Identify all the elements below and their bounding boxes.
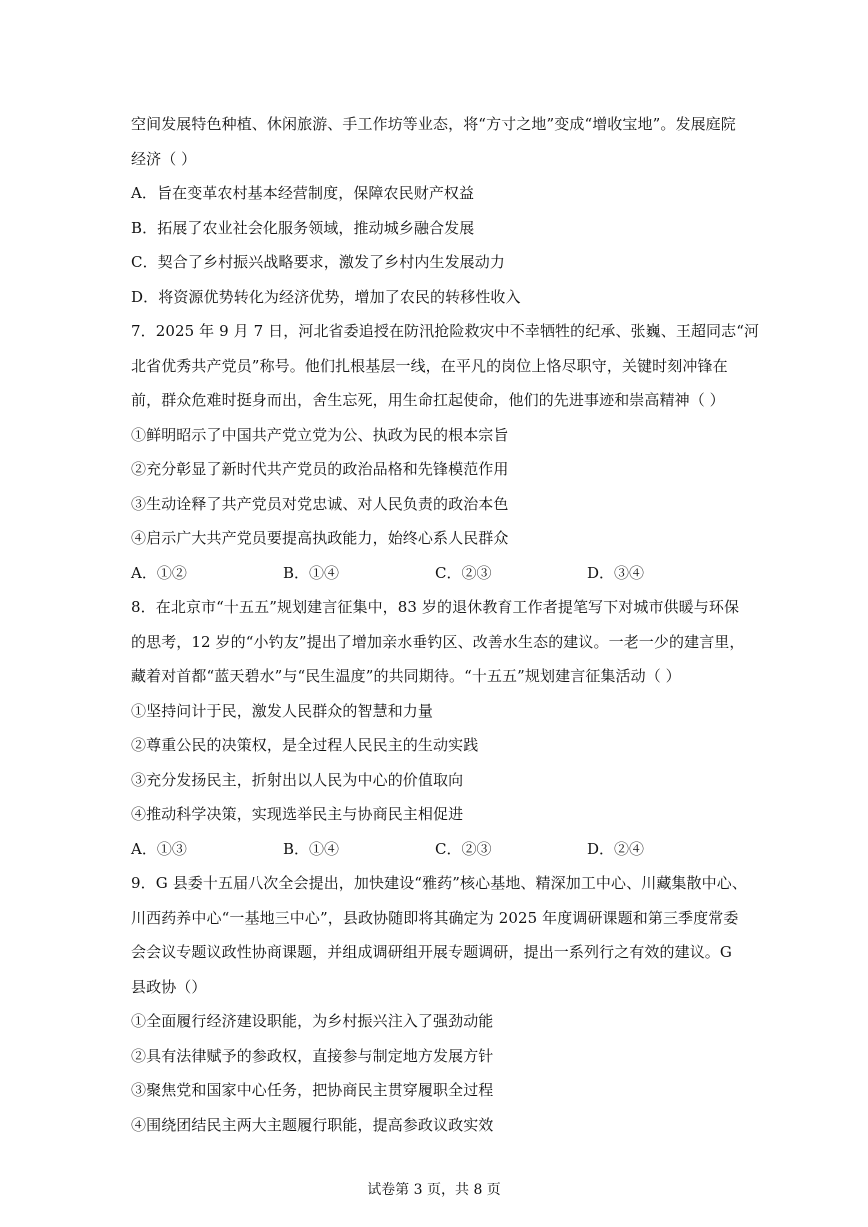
q8-stem-line: 8．在北京市“十五五”规划建言征集中，83 岁的退休教育工作者提笔写下对城市供暖与环保 [131, 598, 740, 616]
q6-option-a: A．旨在变革农村基本经营制度，保障农民财产权益 [131, 184, 475, 202]
page-content [131, 107, 760, 1142]
q7-statement-3: ③生动诠释了共产党员对党忠诚、对人民负责的政治本色 [131, 494, 509, 513]
q7-stem-line: 前，群众危难时挺身而出，舍生忘死，用生命扛起使命，他们的先进事迹和崇高精神（ ） [131, 391, 725, 409]
q8-choice-a: A．①③ [131, 839, 187, 858]
q8-stem-line: 的思考，12 岁的“小钓友”提出了增加亲水垂钓区、改善水生态的建议。一老一少的建言里， [131, 632, 745, 651]
q9-stem-line: 9．G 县委十五届八次全会提出，加快建设“雅药”核心基地、精深加工中心、川藏集散中心、 [131, 874, 747, 892]
q8-choice-d: D．②④ [587, 839, 645, 858]
q9-stem-line: 川西药养中心“一基地三中心”，县政协随即将其确定为 2025 年度调研课题和第三季度常委 [131, 908, 739, 927]
q8-choice-c: C．②③ [435, 839, 492, 858]
q7-choice-c: C．②③ [435, 563, 492, 582]
q9-stem-line: 县政协（） [131, 977, 207, 996]
q9-statement-1: ①全面履行经济建设职能，为乡村振兴注入了强劲动能 [131, 1012, 494, 1030]
q8-statement-1: ①坚持问计于民，激发人民群众的智慧和力量 [131, 701, 434, 720]
q7-statement-1: ①鲜明昭示了中国共产党立党为公、执政为民的根本宗旨 [131, 425, 509, 444]
q7-choice-b: B．①④ [283, 563, 340, 582]
q8-statement-4: ④推动科学决策，实现选举民主与协商民主相促进 [131, 805, 464, 823]
q7-statement-4: ④启示广大共产党员要提高执政能力，始终心系人民群众 [131, 529, 509, 547]
q8-statement-3: ③充分发扬民主，折射出以人民为中心的价值取向 [131, 770, 464, 789]
q9-statement-4: ④围绕团结民主两大主题履行职能，提高参政议政实效 [131, 1115, 494, 1134]
q7-statement-2: ②充分彰显了新时代共产党员的政治品格和先锋模范作用 [131, 460, 509, 478]
q7-choices [131, 556, 751, 591]
q6-option-b: B．拓展了农业社会化服务领域，推动城乡融合发展 [131, 218, 475, 237]
q7-choice-a: A．①② [131, 563, 187, 582]
q8-statement-2: ②尊重公民的决策权，是全过程人民民主的生动实践 [131, 736, 479, 754]
page-footer: 试卷第 3 页，共 8 页 [367, 1182, 501, 1198]
q9-stem-line: 会会议专题议政性协商课题，并组成调研组开展专题调研，提出一系列行之有效的建议。G [131, 943, 732, 961]
q7-stem-line: 北省优秀共产党员”称号。他们扎根基层一线，在平凡的岗位上恪尽职守，关键时刻冲锋在 [131, 356, 728, 375]
q6-option-d: D．将资源优势转化为经济优势，增加了农民的转移性收入 [131, 287, 521, 306]
q8-choices [131, 832, 751, 867]
q9-statement-2: ②具有法律赋予的参政权，直接参与制定地方发展方针 [131, 1046, 494, 1065]
q7-stem-line: 7．2025 年 9 月 7 日，河北省委追授在防汛抢险救灾中不幸牺牲的纪承、张巍、王超同志“河 [131, 322, 760, 340]
q9-statement-3: ③聚焦党和国家中心任务，把协商民主贯穿履职全过程 [131, 1081, 494, 1099]
q6-stem-line: 经济（ ） [131, 149, 197, 168]
q6-stem-line: 空间发展特色种植、休闲旅游、手工作坊等业态，将“方寸之地”变成“增收宝地”。发展庭院 [131, 115, 736, 133]
q6-option-c: C．契合了乡村振兴战略要求，激发了乡村内生发展动力 [131, 253, 505, 271]
q8-stem-line: 藏着对首都“蓝天碧水”与“民生温度”的共同期待。“十五五”规划建言征集活动（ ） [131, 667, 681, 685]
q7-choice-d: D．③④ [587, 563, 645, 582]
q8-choice-b: B．①④ [283, 839, 340, 858]
